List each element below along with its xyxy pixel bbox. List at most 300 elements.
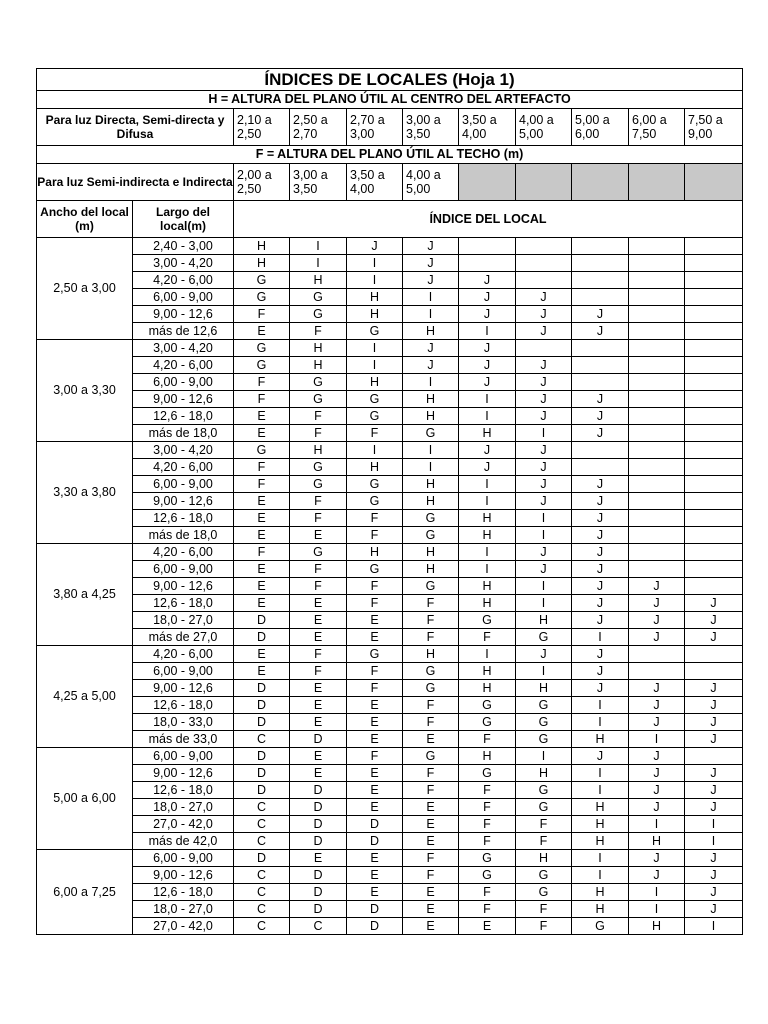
- index-cell: J: [572, 680, 629, 697]
- index-cell: F: [459, 782, 516, 799]
- index-cell: [459, 238, 516, 255]
- index-cell: J: [459, 374, 516, 391]
- f-value-cell: 2,00 a 2,50: [234, 164, 290, 201]
- table-row: [37, 782, 743, 799]
- index-cell: D: [234, 850, 290, 867]
- index-cell: J: [685, 901, 743, 918]
- index-cell: F: [403, 765, 459, 782]
- index-cell: I: [572, 867, 629, 884]
- index-cell: G: [516, 884, 572, 901]
- index-cell: J: [685, 884, 743, 901]
- index-cell: J: [516, 459, 572, 476]
- index-cell: H: [290, 357, 347, 374]
- table-row: [37, 918, 743, 935]
- index-cell: D: [290, 731, 347, 748]
- index-cell: F: [403, 782, 459, 799]
- index-cell: [685, 289, 743, 306]
- index-cell: [572, 442, 629, 459]
- table-row: [37, 357, 743, 374]
- index-cell: H: [403, 544, 459, 561]
- largo-cell: 4,20 - 6,00: [133, 544, 234, 561]
- h-value-cell: 2,10 a 2,50: [234, 109, 290, 146]
- table-row: [37, 833, 743, 850]
- index-cell: E: [234, 646, 290, 663]
- index-cell: [629, 272, 685, 289]
- index-cell: H: [629, 918, 685, 935]
- index-cell: G: [459, 612, 516, 629]
- index-cell: G: [516, 799, 572, 816]
- index-cell: H: [459, 578, 516, 595]
- index-cell: J: [685, 714, 743, 731]
- index-cell: [685, 306, 743, 323]
- table-row: [37, 748, 743, 765]
- index-cell: I: [459, 323, 516, 340]
- index-cell: H: [516, 680, 572, 697]
- index-cell: J: [572, 663, 629, 680]
- index-cell: D: [290, 799, 347, 816]
- index-cell: [685, 357, 743, 374]
- index-cell: F: [234, 476, 290, 493]
- index-cell: J: [629, 867, 685, 884]
- index-cell: J: [629, 629, 685, 646]
- table-row: [37, 561, 743, 578]
- index-cell: C: [234, 731, 290, 748]
- index-cell: I: [629, 731, 685, 748]
- index-cell: H: [234, 238, 290, 255]
- f-value-cell: [516, 164, 572, 201]
- col-ancho-header: Ancho del local (m): [37, 201, 133, 238]
- index-cell: G: [290, 391, 347, 408]
- table-row: [37, 510, 743, 527]
- largo-cell: 12,6 - 18,0: [133, 782, 234, 799]
- h-value-cell: 2,70 a 3,00: [347, 109, 403, 146]
- index-cell: F: [459, 731, 516, 748]
- index-cell: J: [516, 493, 572, 510]
- index-cell: E: [290, 748, 347, 765]
- index-cell: [685, 646, 743, 663]
- index-cell: E: [347, 782, 403, 799]
- index-cell: G: [403, 578, 459, 595]
- index-cell: H: [459, 527, 516, 544]
- index-cell: J: [572, 391, 629, 408]
- index-cell: E: [234, 527, 290, 544]
- largo-cell: más de 42,0: [133, 833, 234, 850]
- index-cell: I: [572, 697, 629, 714]
- f-value-cell: [459, 164, 516, 201]
- index-cell: J: [403, 340, 459, 357]
- index-cell: I: [403, 374, 459, 391]
- index-cell: I: [629, 816, 685, 833]
- index-cell: E: [347, 697, 403, 714]
- index-cell: G: [403, 425, 459, 442]
- index-cell: H: [629, 833, 685, 850]
- index-cell: [629, 493, 685, 510]
- largo-cell: 9,00 - 12,6: [133, 578, 234, 595]
- index-cell: J: [516, 289, 572, 306]
- largo-cell: 2,40 - 3,00: [133, 238, 234, 255]
- index-cell: E: [347, 884, 403, 901]
- index-cell: F: [347, 595, 403, 612]
- index-cell: I: [572, 765, 629, 782]
- index-cell: D: [234, 697, 290, 714]
- table-title: ÍNDICES DE LOCALES (Hoja 1): [37, 69, 743, 91]
- largo-cell: 12,6 - 18,0: [133, 595, 234, 612]
- index-cell: F: [403, 595, 459, 612]
- f-value-cell: [572, 164, 629, 201]
- index-cell: G: [516, 697, 572, 714]
- index-cell: D: [347, 918, 403, 935]
- index-cell: F: [234, 544, 290, 561]
- index-cell: H: [459, 510, 516, 527]
- table-row: [37, 408, 743, 425]
- index-cell: F: [347, 578, 403, 595]
- index-cell: [685, 425, 743, 442]
- index-cell: G: [403, 748, 459, 765]
- index-cell: D: [234, 748, 290, 765]
- index-cell: H: [572, 833, 629, 850]
- largo-cell: 4,20 - 6,00: [133, 272, 234, 289]
- index-cell: J: [516, 544, 572, 561]
- index-cell: [572, 255, 629, 272]
- largo-cell: 9,00 - 12,6: [133, 306, 234, 323]
- largo-cell: 18,0 - 33,0: [133, 714, 234, 731]
- ancho-cell: 3,80 a 4,25: [37, 544, 133, 646]
- index-cell: G: [290, 306, 347, 323]
- index-cell: D: [347, 901, 403, 918]
- index-cell: G: [234, 272, 290, 289]
- index-cell: J: [629, 697, 685, 714]
- table-row: [37, 578, 743, 595]
- largo-cell: 6,00 - 9,00: [133, 850, 234, 867]
- table-row: [37, 884, 743, 901]
- index-cell: H: [347, 306, 403, 323]
- index-cell: I: [347, 442, 403, 459]
- index-cell: I: [459, 493, 516, 510]
- table-row: [37, 238, 743, 255]
- table-row: [37, 595, 743, 612]
- index-cell: G: [290, 544, 347, 561]
- index-cell: G: [347, 561, 403, 578]
- indices-table: [36, 68, 743, 935]
- largo-cell: 12,6 - 18,0: [133, 510, 234, 527]
- index-cell: E: [290, 850, 347, 867]
- index-cell: I: [516, 510, 572, 527]
- largo-cell: 12,6 - 18,0: [133, 697, 234, 714]
- index-cell: J: [629, 680, 685, 697]
- table-row: [37, 255, 743, 272]
- index-cell: J: [516, 442, 572, 459]
- index-cell: J: [685, 782, 743, 799]
- index-cell: J: [516, 561, 572, 578]
- largo-cell: 12,6 - 18,0: [133, 408, 234, 425]
- index-cell: I: [459, 391, 516, 408]
- largo-cell: 27,0 - 42,0: [133, 816, 234, 833]
- index-cell: I: [347, 272, 403, 289]
- largo-cell: 12,6 - 18,0: [133, 884, 234, 901]
- index-cell: J: [685, 731, 743, 748]
- index-cell: D: [347, 833, 403, 850]
- index-cell: J: [572, 578, 629, 595]
- index-cell: J: [685, 867, 743, 884]
- largo-cell: más de 18,0: [133, 527, 234, 544]
- index-cell: F: [290, 663, 347, 680]
- index-cell: [629, 425, 685, 442]
- index-cell: J: [629, 748, 685, 765]
- index-cell: G: [459, 765, 516, 782]
- index-cell: F: [459, 816, 516, 833]
- index-cell: E: [290, 612, 347, 629]
- table-row: [37, 459, 743, 476]
- index-cell: I: [516, 663, 572, 680]
- table-row: [37, 731, 743, 748]
- index-cell: J: [516, 306, 572, 323]
- index-cell: I: [347, 255, 403, 272]
- f-header: F = ALTURA DEL PLANO ÚTIL AL TECHO (m): [37, 146, 743, 164]
- index-cell: [685, 527, 743, 544]
- table-row: [37, 442, 743, 459]
- index-cell: J: [629, 799, 685, 816]
- index-cell: J: [572, 306, 629, 323]
- index-cell: J: [572, 748, 629, 765]
- table-row: [37, 765, 743, 782]
- largo-cell: 6,00 - 9,00: [133, 663, 234, 680]
- index-cell: I: [459, 476, 516, 493]
- index-cell: J: [516, 323, 572, 340]
- index-cell: [629, 374, 685, 391]
- index-cell: [629, 289, 685, 306]
- index-cell: I: [685, 918, 743, 935]
- index-cell: E: [234, 425, 290, 442]
- index-cell: G: [403, 510, 459, 527]
- index-cell: J: [572, 544, 629, 561]
- index-cell: F: [347, 425, 403, 442]
- index-cell: C: [234, 918, 290, 935]
- index-cell: [629, 323, 685, 340]
- largo-cell: más de 12,6: [133, 323, 234, 340]
- largo-cell: 18,0 - 27,0: [133, 901, 234, 918]
- index-cell: F: [403, 867, 459, 884]
- index-cell: H: [459, 425, 516, 442]
- index-cell: J: [572, 595, 629, 612]
- index-cell: D: [347, 816, 403, 833]
- index-cell: I: [459, 544, 516, 561]
- index-cell: F: [516, 816, 572, 833]
- index-cell: J: [516, 646, 572, 663]
- index-cell: E: [290, 527, 347, 544]
- index-cell: D: [290, 833, 347, 850]
- table-row: [37, 646, 743, 663]
- index-cell: [516, 255, 572, 272]
- index-cell: E: [234, 510, 290, 527]
- table-row: [37, 374, 743, 391]
- f-value-cell: 3,50 a 4,00: [347, 164, 403, 201]
- index-cell: G: [459, 867, 516, 884]
- h-value-cell: 3,50 a 4,00: [459, 109, 516, 146]
- index-cell: E: [403, 799, 459, 816]
- index-cell: J: [572, 561, 629, 578]
- index-cell: J: [629, 612, 685, 629]
- table-row: [37, 612, 743, 629]
- table-row: [37, 493, 743, 510]
- table-row: [37, 799, 743, 816]
- table-row: [37, 544, 743, 561]
- index-cell: J: [403, 238, 459, 255]
- index-cell: F: [290, 646, 347, 663]
- index-cell: H: [403, 646, 459, 663]
- ancho-cell: 6,00 a 7,25: [37, 850, 133, 935]
- index-cell: C: [234, 901, 290, 918]
- index-cell: F: [234, 374, 290, 391]
- index-cell: H: [459, 663, 516, 680]
- index-cell: D: [234, 714, 290, 731]
- index-cell: H: [572, 816, 629, 833]
- index-cell: H: [347, 374, 403, 391]
- index-cell: J: [685, 697, 743, 714]
- index-cell: [572, 272, 629, 289]
- index-cell: I: [403, 306, 459, 323]
- largo-cell: 4,20 - 6,00: [133, 459, 234, 476]
- index-cell: I: [290, 255, 347, 272]
- table-row: [37, 850, 743, 867]
- largo-cell: 6,00 - 9,00: [133, 748, 234, 765]
- index-cell: [572, 340, 629, 357]
- index-cell: [629, 391, 685, 408]
- index-cell: E: [459, 918, 516, 935]
- index-cell: J: [685, 799, 743, 816]
- index-cell: I: [572, 629, 629, 646]
- index-cell: D: [290, 816, 347, 833]
- index-cell: E: [347, 731, 403, 748]
- table-row: [37, 391, 743, 408]
- index-cell: J: [347, 238, 403, 255]
- table-row: [37, 680, 743, 697]
- index-cell: [685, 323, 743, 340]
- index-cell: E: [234, 578, 290, 595]
- index-cell: D: [234, 765, 290, 782]
- index-cell: F: [403, 850, 459, 867]
- index-cell: G: [403, 527, 459, 544]
- index-cell: E: [290, 697, 347, 714]
- index-cell: I: [685, 816, 743, 833]
- index-cell: J: [685, 850, 743, 867]
- f-value-cell: 3,00 a 3,50: [290, 164, 347, 201]
- index-cell: G: [290, 289, 347, 306]
- index-cell: E: [403, 833, 459, 850]
- index-cell: F: [459, 629, 516, 646]
- index-cell: I: [459, 561, 516, 578]
- index-cell: F: [516, 918, 572, 935]
- index-cell: H: [516, 612, 572, 629]
- h-value-cell: 6,00 a 7,50: [629, 109, 685, 146]
- index-cell: E: [234, 408, 290, 425]
- index-cell: F: [516, 833, 572, 850]
- index-cell: J: [572, 476, 629, 493]
- index-cell: F: [234, 306, 290, 323]
- index-cell: D: [290, 884, 347, 901]
- index-cell: E: [234, 323, 290, 340]
- largo-cell: 6,00 - 9,00: [133, 374, 234, 391]
- index-cell: G: [572, 918, 629, 935]
- index-cell: [685, 748, 743, 765]
- index-cell: E: [347, 850, 403, 867]
- index-cell: J: [516, 357, 572, 374]
- h-value-cell: 5,00 a 6,00: [572, 109, 629, 146]
- index-cell: H: [403, 493, 459, 510]
- index-cell: J: [516, 408, 572, 425]
- index-cell: [572, 374, 629, 391]
- index-cell: D: [290, 782, 347, 799]
- ancho-cell: 2,50 a 3,00: [37, 238, 133, 340]
- index-cell: F: [459, 799, 516, 816]
- largo-cell: más de 18,0: [133, 425, 234, 442]
- index-cell: E: [403, 918, 459, 935]
- index-cell: [685, 510, 743, 527]
- index-cell: G: [459, 714, 516, 731]
- table-row: [37, 306, 743, 323]
- table-row: [37, 629, 743, 646]
- index-cell: J: [459, 340, 516, 357]
- index-cell: G: [459, 850, 516, 867]
- index-cell: J: [572, 493, 629, 510]
- index-cell: C: [234, 833, 290, 850]
- index-cell: I: [572, 782, 629, 799]
- index-cell: [572, 459, 629, 476]
- index-cell: J: [459, 442, 516, 459]
- index-cell: E: [290, 680, 347, 697]
- index-cell: J: [572, 527, 629, 544]
- index-cell: J: [629, 765, 685, 782]
- index-cell: G: [347, 408, 403, 425]
- index-cell: F: [403, 714, 459, 731]
- index-cell: F: [347, 663, 403, 680]
- index-cell: [685, 493, 743, 510]
- index-cell: E: [290, 714, 347, 731]
- index-cell: I: [516, 527, 572, 544]
- largo-cell: 4,20 - 6,00: [133, 357, 234, 374]
- index-cell: F: [290, 510, 347, 527]
- index-cell: I: [516, 748, 572, 765]
- index-cell: H: [403, 408, 459, 425]
- index-cell: H: [572, 884, 629, 901]
- index-cell: H: [403, 476, 459, 493]
- index-cell: E: [290, 629, 347, 646]
- index-cell: F: [347, 748, 403, 765]
- index-cell: H: [516, 765, 572, 782]
- index-cell: F: [290, 493, 347, 510]
- index-cell: H: [234, 255, 290, 272]
- index-cell: F: [234, 459, 290, 476]
- index-cell: I: [403, 289, 459, 306]
- index-cell: D: [234, 782, 290, 799]
- largo-cell: más de 27,0: [133, 629, 234, 646]
- index-cell: J: [403, 272, 459, 289]
- index-cell: [629, 357, 685, 374]
- largo-cell: 4,20 - 6,00: [133, 646, 234, 663]
- index-cell: E: [347, 765, 403, 782]
- index-cell: J: [459, 459, 516, 476]
- h-row-label: Para luz Directa, Semi-directa y Difusa: [37, 109, 234, 146]
- h-header: H = ALTURA DEL PLANO ÚTIL AL CENTRO DEL ARTEFACTO: [37, 91, 743, 109]
- index-cell: I: [403, 442, 459, 459]
- table-row: [37, 527, 743, 544]
- f-value-cell: [685, 164, 743, 201]
- index-cell: [572, 357, 629, 374]
- index-cell: H: [347, 289, 403, 306]
- index-cell: [685, 459, 743, 476]
- index-cell: G: [234, 289, 290, 306]
- index-cell: G: [516, 629, 572, 646]
- index-cell: E: [234, 595, 290, 612]
